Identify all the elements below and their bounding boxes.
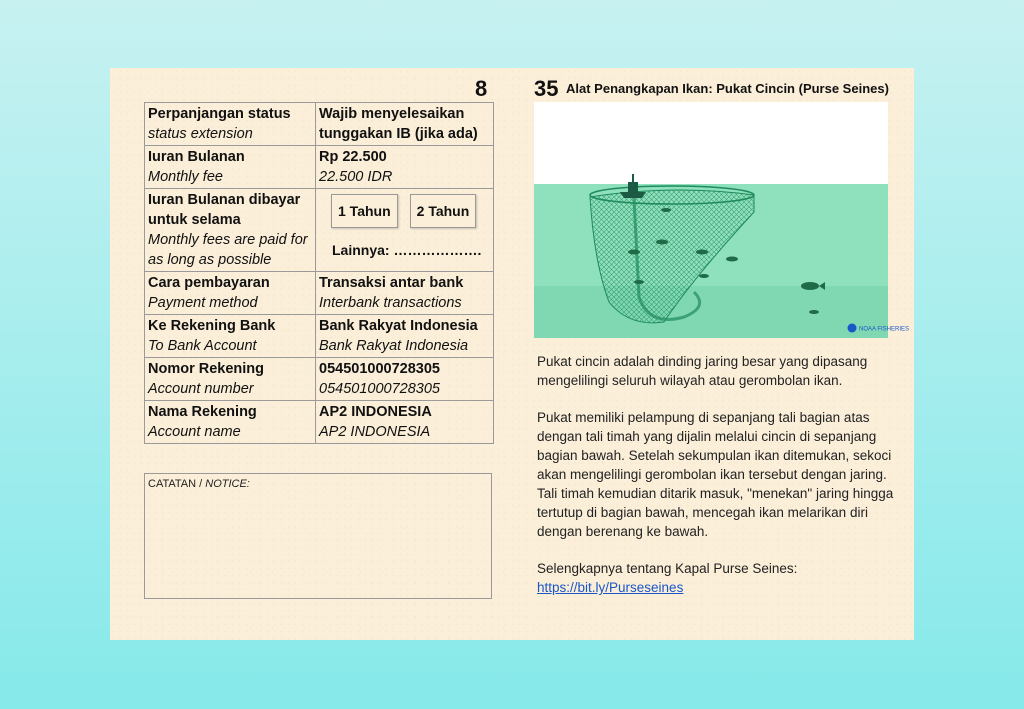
table-row [145,401,494,444]
label-id: Ke Rekening Bank [148,318,276,334]
label-id: Nomor Rekening [148,361,265,377]
description [537,352,897,597]
other-duration: Lainnya: ………………. [332,242,482,258]
label-en: status extension [148,126,253,142]
label-en: Monthly fees are paid for as long as possible [148,232,308,268]
choice-2-years[interactable]: 2 Tahun [410,194,477,228]
value-en: 054501000728305 [319,381,440,397]
table-row [145,315,494,358]
label-id: Iuran Bulanan [148,149,245,165]
label-en: Account name [148,424,241,440]
value-id: Rp 22.500 [319,149,387,165]
label-id: Nama Rekening [148,404,257,420]
value-en: Interbank transactions [319,295,462,311]
duration-choices [331,194,490,228]
paragraph: Pukat memiliki pelampung di sepanjang tali bagian atas dengan tali timah yang dijalin melalui cincin di sepanjang bagian bawah. Setelah sekumpulan ikan ditemukan, sekoci akan mengelilingi gerombolan ikan tersebut dengan jaring. Tali timah kemudian ditarik masuk, "menekan" jaring hingga tertutup di bagian bawah, mencegah ikan melarikan diri dengan berenang ke bawah. [537,410,894,539]
label-en: To Bank Account [148,338,257,354]
booklet-spread [110,68,914,640]
table-row [145,103,494,146]
purse-seine-illustration [534,102,910,338]
value-en: 22.500 IDR [319,169,393,185]
table-row [145,272,494,315]
table-row [145,146,494,189]
notice-box[interactable] [144,473,492,599]
purse-seines-link[interactable]: https://bit.ly/Purseseines [537,580,684,595]
right-page-number: 35 [534,76,559,101]
value-id: Wajib menyelesaikan tunggakan IB (jika ada) [319,106,478,142]
label-id: Cara pembayaran [148,275,270,291]
value-id: Bank Rakyat Indonesia [319,318,478,334]
table-row [145,358,494,401]
more-info-text: Selengkapnya tentang Kapal Purse Seines: [537,561,798,576]
notice-label: CATATAN / [148,478,206,490]
table-row [145,189,494,272]
value-en: AP2 INDONESIA [319,424,431,440]
label-en: Payment method [148,295,258,311]
membership-info-table [144,102,494,444]
value-id: 054501000728305 [319,361,440,377]
choice-1-year[interactable]: 1 Tahun [331,194,398,228]
paragraph: Pukat cincin adalah dinding jaring besar yang dipasang mengelilingi seluruh wilayah atau gerombolan ikan. [537,354,868,388]
value-id: Transaksi antar bank [319,275,464,291]
label-en: Account number [148,381,254,397]
notice-label-en: NOTICE: [205,478,250,490]
value-id: AP2 INDONESIA [319,404,432,420]
left-page-number: 8 [475,76,488,101]
page-title: Alat Penangkapan Ikan: Pukat Cincin (Purse Seines) [566,81,889,96]
label-en: Monthly fee [148,169,223,185]
value-en: Bank Rakyat Indonesia [319,338,469,354]
svg-text:NOAA FISHERIES: NOAA FISHERIES [859,326,910,333]
label-id: Iuran Bulanan dibayar untuk selama [148,192,301,228]
label-id: Perpanjangan status [148,106,291,122]
